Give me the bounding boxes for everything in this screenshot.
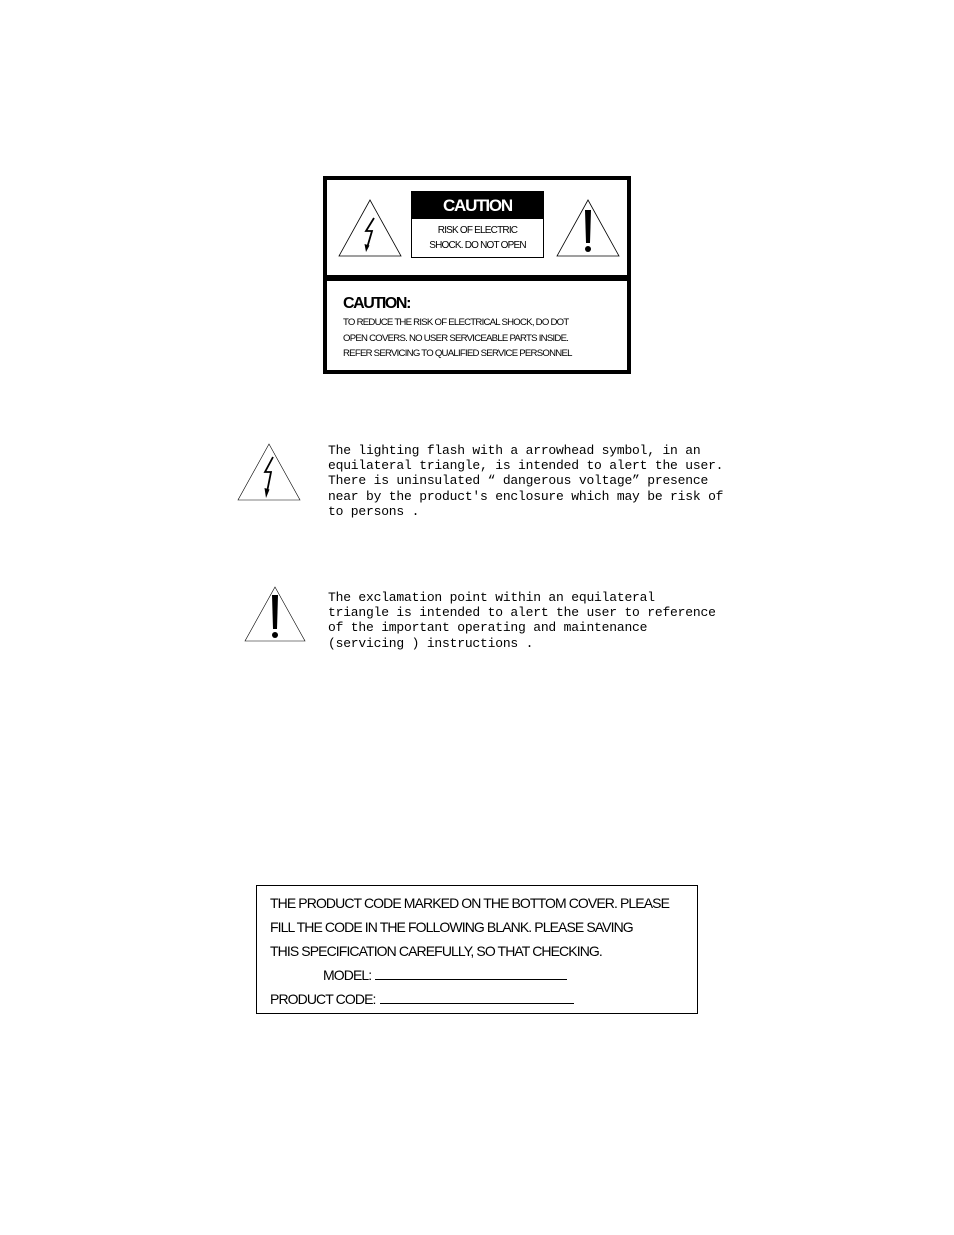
caution-warning-text xyxy=(327,281,627,370)
product-code-line: THIS SPECIFICATION CAREFULLY, SO THAT CHECKING. xyxy=(270,943,602,959)
product-code-box xyxy=(256,885,698,1014)
caution-warning-line: OPEN COVERS. NO USER SERVICEABLE PARTS INSIDE. xyxy=(343,332,569,344)
product-code-line: THE PRODUCT CODE MARKED ON THE BOTTOM COVER. PLEASE xyxy=(270,895,670,911)
product-code-line: FILL THE CODE IN THE FOLLOWING BLANK. PLEASE SAVING xyxy=(270,919,633,935)
caution-label-top xyxy=(327,180,627,275)
lightning-triangle-icon xyxy=(236,442,302,502)
product-code-instructions xyxy=(270,891,669,1011)
lightning-note-line: equilateral triangle, is intended to alert the user. xyxy=(328,458,724,474)
model-blank-line[interactable] xyxy=(375,967,567,980)
lightning-note xyxy=(328,443,724,519)
product-code-field xyxy=(270,987,669,1011)
exclamation-triangle-icon xyxy=(555,198,621,258)
product-code-blank-line[interactable] xyxy=(380,991,574,1004)
model-field xyxy=(270,963,669,987)
exclamation-note xyxy=(328,590,720,651)
lightning-note-line: The lighting flash with a arrowhead symbol, in an xyxy=(328,443,701,458)
exclamation-note-line: triangle is intended to alert the user to reference xyxy=(328,605,716,621)
caution-sticker-text xyxy=(412,219,543,253)
caution-warning-lines xyxy=(343,315,623,362)
lightning-note-line: to persons . xyxy=(328,503,420,519)
caution-warning-line: REFER SERVICING TO QUALIFIED SERVICE PERSONNEL xyxy=(343,348,572,359)
exclamation-note-line: (servicing ) instructions . xyxy=(328,635,534,651)
caution-sticker-heading: CAUTION xyxy=(412,192,543,219)
product-code-label: PRODUCT CODE: xyxy=(270,991,376,1007)
exclamation-note-line: of the important operating and maintenance xyxy=(328,620,648,636)
caution-sticker-line-1: RISK OF ELECTRIC xyxy=(437,225,518,236)
exclamation-note-line: The exclamation point within an equilateral xyxy=(328,590,655,605)
caution-label-box xyxy=(323,176,631,374)
model-label: MODEL: xyxy=(323,967,372,983)
caution-warning-line: TO REDUCE THE RISK OF ELECTRICAL SHOCK, DO DOT xyxy=(343,317,569,328)
caution-sticker-line-2: SHOCK. DO NOT OPEN xyxy=(429,240,526,251)
lightning-triangle-icon xyxy=(337,198,403,258)
caution-warning-heading: CAUTION: xyxy=(343,295,411,312)
lightning-note-line: There is uninsulated “ dangerous voltage” presence xyxy=(328,473,709,489)
lightning-note-line: near by the product's enclosure which may be risk of xyxy=(328,488,724,504)
exclamation-triangle-icon xyxy=(243,585,307,643)
caution-sticker xyxy=(411,191,544,258)
